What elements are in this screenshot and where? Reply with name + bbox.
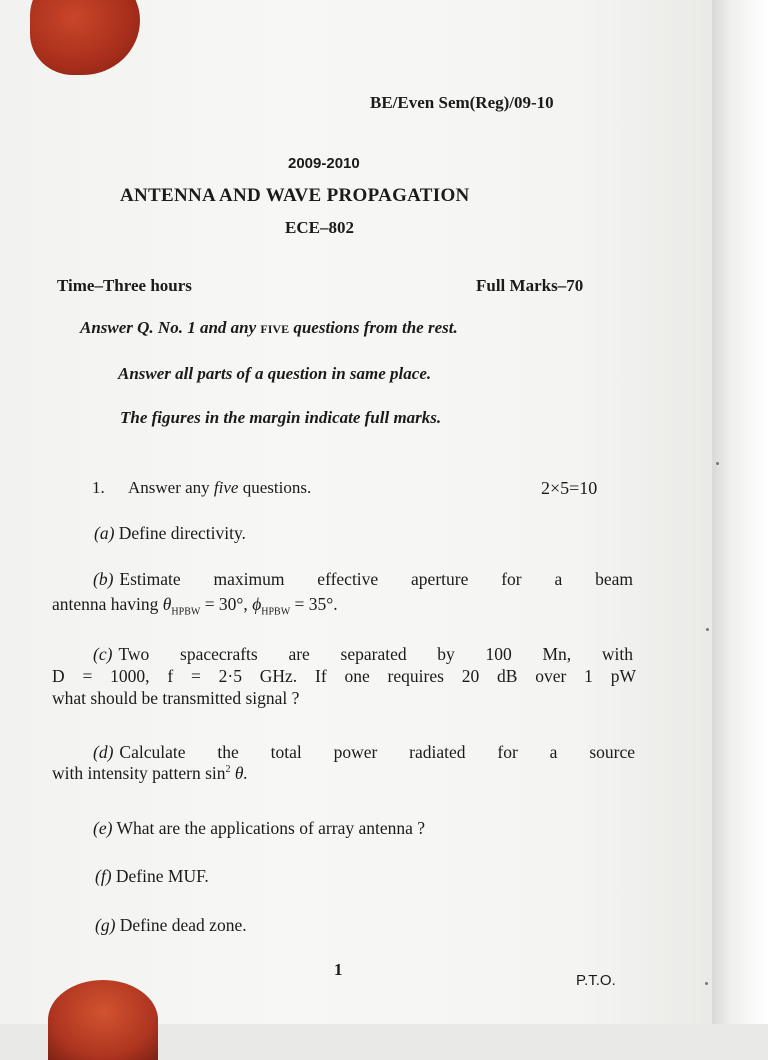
- question-1-five: five: [213, 478, 239, 497]
- question-1-text-b: questions.: [238, 478, 312, 497]
- part-d-line-2: [52, 763, 248, 784]
- part-a-label: (a): [94, 523, 115, 543]
- part-c-line-3: what should be transmitted signal ?: [52, 688, 300, 708]
- instruction-1-five: five: [260, 318, 290, 337]
- part-g-text: Define dead zone.: [119, 915, 247, 935]
- part-g: [95, 915, 247, 936]
- subject-code: ECE–802: [285, 218, 354, 237]
- part-a: [94, 523, 246, 544]
- part-b-text-1: Estimate maximum effective aperture for a beam: [119, 569, 633, 589]
- instruction-2: Answer all parts of a question in same place.: [118, 364, 432, 383]
- instruction-3: The figures in the margin indicate full marks.: [120, 408, 442, 427]
- part-b-line-2: [52, 594, 338, 618]
- part-c-label: (c): [93, 644, 113, 664]
- page-edge: [712, 0, 768, 1024]
- question-1-marks: 2×5=10: [541, 478, 598, 498]
- page-number: 1: [334, 960, 343, 979]
- instruction-1-part-a: Answer Q. No. 1 and any: [80, 318, 261, 337]
- part-f-text: Define MUF.: [115, 866, 209, 886]
- part-b-label: (b): [93, 569, 114, 589]
- theta-symbol: θ: [162, 594, 172, 614]
- phi-value: = 35°.: [290, 594, 338, 614]
- question-1-text: [128, 478, 311, 498]
- theta-value: = 30°,: [200, 594, 253, 614]
- part-d-line-1: [93, 742, 635, 763]
- session-year: 2009-2010: [288, 155, 360, 172]
- part-c-text-1: Two spacecrafts are separated by 100 Mn, with: [118, 644, 633, 664]
- part-g-label: (g): [95, 915, 116, 935]
- part-b-text-2: antenna having: [52, 594, 163, 614]
- part-d-theta: θ.: [230, 763, 248, 783]
- semester-label: BE/Even Sem(Reg)/09-10: [370, 93, 554, 112]
- exponent: 2: [225, 764, 231, 776]
- instruction-1: [80, 318, 458, 338]
- part-f-label: (f): [95, 866, 112, 886]
- part-c-line-2: D = 1000, f = 2·5 GHz. If one requires 20 dB over 1 pW: [52, 666, 636, 686]
- part-b-line-1: [93, 569, 633, 590]
- part-c-line-1: [93, 644, 633, 665]
- part-a-text: Define directivity.: [118, 523, 246, 543]
- part-f: [95, 866, 209, 887]
- part-e-text: What are the applications of array antenna ?: [116, 818, 426, 838]
- instruction-1-part-b: questions from the rest.: [289, 318, 458, 337]
- part-d-text-2: with intensity pattern sin: [52, 763, 226, 783]
- phi-symbol: ϕ: [252, 594, 262, 614]
- speck: [716, 462, 719, 465]
- speck: [705, 982, 708, 985]
- part-e-label: (e): [93, 818, 113, 838]
- subject-title: ANTENNA AND WAVE PROPAGATION: [120, 185, 470, 206]
- theta-subscript: HPBW: [171, 606, 201, 618]
- full-marks: Full Marks–70: [476, 276, 584, 295]
- phi-subscript: HPBW: [261, 606, 291, 618]
- part-d-label: (d): [93, 742, 114, 762]
- pto-label: P.T.O.: [576, 972, 616, 989]
- part-e: [93, 818, 425, 839]
- question-1-text-a: Answer any: [128, 478, 214, 497]
- finger-bottom: [48, 980, 158, 1060]
- question-number: 1.: [92, 478, 105, 497]
- part-d-text-1: Calculate the total power radiated for a source: [119, 742, 635, 762]
- speck: [706, 628, 709, 631]
- time-allowed: Time–Three hours: [57, 276, 192, 295]
